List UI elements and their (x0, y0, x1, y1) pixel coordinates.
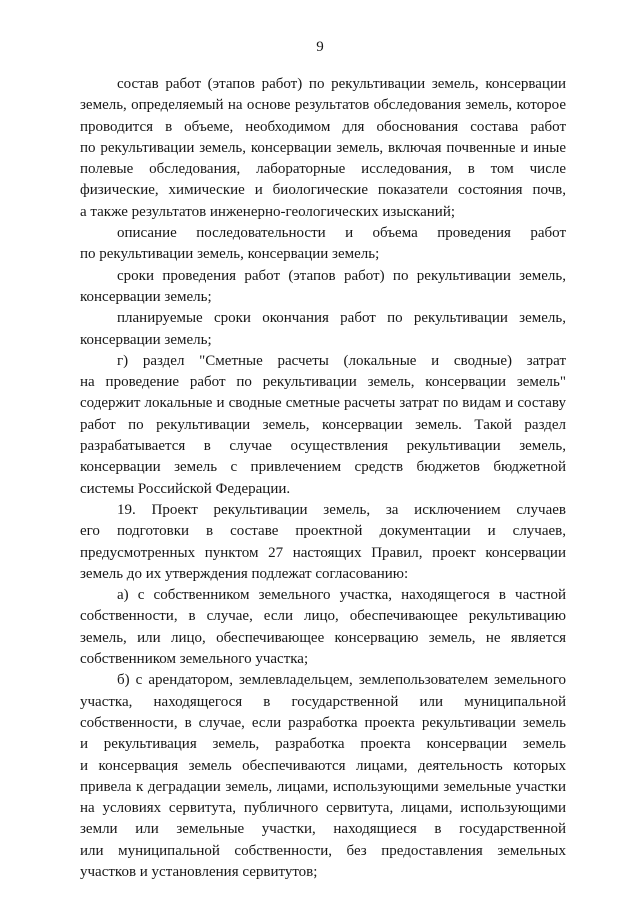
text-line: по рекультивации земель, консервации земель; (80, 246, 380, 263)
text-line: его подготовки в составе проектной документации и случаев, (80, 523, 566, 540)
paragraph (80, 308, 566, 351)
text-line: привела к деградации земель, лицами, использующими земельные участки (80, 778, 566, 795)
text-line: или муниципальной собственности, без предоставления земельных (80, 842, 566, 859)
text-line: а также результатов инженерно-геологических изысканий; (80, 203, 456, 220)
text-line: разрабатывается в случае осуществления рекультивации земель, (80, 438, 566, 455)
text-line: полевые обследования, лабораторные исследования, в том числе (80, 161, 566, 178)
text-line: 19. Проект рекультивации земель, за исключением случаев (117, 501, 566, 518)
text-line: описание последовательности и объема проведения работ (117, 225, 566, 242)
text-line: планируемые сроки окончания работ по рекультивации земель, (117, 310, 566, 327)
paragraph (80, 266, 566, 309)
text-line: состав работ (этапов работ) по рекультивации земель, консервации (117, 76, 566, 92)
text-line: системы Российской Федерации. (80, 480, 291, 497)
paragraph (80, 585, 566, 670)
text-line: земель до их утверждения подлежат согласованию: (80, 565, 409, 582)
text-line: на проведение работ по рекультивации земель, консервации земель" (80, 374, 566, 391)
text-line: земли или земельные участки, находящиеся в государственной (80, 821, 566, 838)
text-line: содержит локальные и сводные сметные расчеты затрат по видам и составу (80, 395, 566, 412)
text-line: по рекультивации земель, консервации земель, включая почвенные и иные (80, 139, 566, 156)
text-line: на условиях сервитута, публичного сервитута, лицами, использующими (80, 800, 566, 817)
text-line: г) раздел "Сметные расчеты (локальные и сводные) затрат (117, 352, 566, 369)
text-line: предусмотренных пунктом 27 настоящих Правил, проект консервации (80, 544, 566, 561)
text-line: собственности, в случае, если разработка проекта рекультивации земель (80, 714, 566, 731)
paragraph (80, 74, 566, 223)
text-line: работ по рекультивации земель, консервации земель. Такой раздел (80, 416, 566, 433)
text-line: а) с собственником земельного участка, находящегося в частной (117, 587, 566, 604)
text-line: и рекультивация земель, разработка проекта консервации земель (80, 736, 566, 753)
paragraph (80, 670, 566, 883)
page-number: 9 (316, 39, 324, 55)
text-line: сроки проведения работ (этапов работ) по рекультивации земель, (117, 267, 566, 284)
paragraph (80, 223, 566, 266)
text-line: консервации земель; (80, 331, 212, 348)
text-line: земель, или лицо, обеспечивающее консервацию земель, не является (80, 629, 566, 646)
text-line: собственности, в случае, если лицо, обеспечивающее рекультивацию (80, 608, 566, 625)
paragraph (80, 351, 566, 500)
document-body (80, 74, 566, 883)
text-line: физические, химические и биологические показатели состояния почв, (80, 182, 566, 199)
text-line: участков и установления сервитутов; (80, 863, 318, 880)
text-line: собственником земельного участка; (80, 651, 309, 668)
text-line: участка, находящегося в государственной или муниципальной (80, 693, 566, 710)
text-line: земель, определяемый на основе результатов обследования земель, которое (80, 97, 566, 114)
text-line: б) с арендатором, землевладельцем, землепользователем земельного (117, 672, 566, 689)
text-line: проводится в объеме, необходимом для обоснования состава работ (80, 118, 566, 135)
paragraph (80, 500, 566, 585)
text-line: консервации земель с привлечением средств бюджетов бюджетной (80, 459, 566, 476)
text-line: консервации земель; (80, 288, 212, 305)
text-line: и консервация земель обеспечиваются лицами, деятельность которых (80, 757, 566, 774)
